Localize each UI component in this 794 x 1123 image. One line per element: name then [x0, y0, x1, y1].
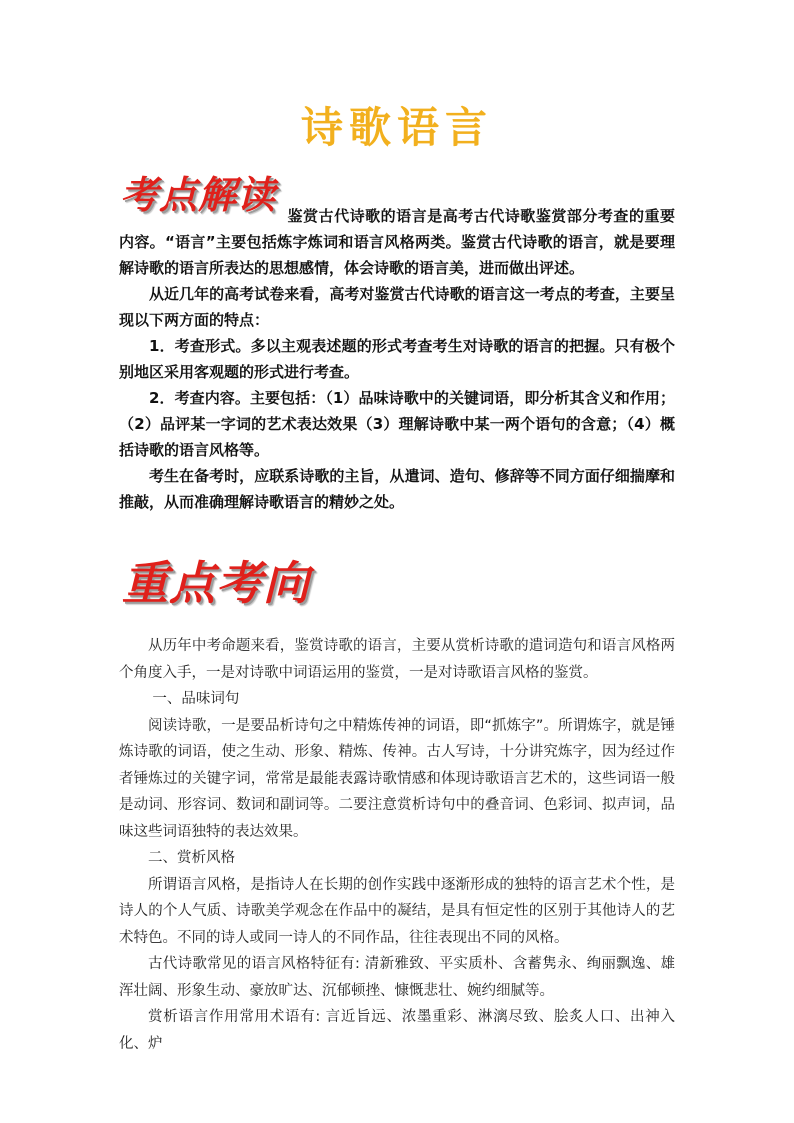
paragraph-text: 鉴赏古代诗歌的语言是高考古代诗歌鉴赏部分考查的重要内容。“语言”主要包括炼字炼词和语言风格两类。鉴赏古代诗歌的语言，就是要理解诗歌的语言所表达的思想感情，体会诗歌的语言美，进而做出评述。 [119, 207, 675, 277]
subheading-pinwei-ciju: 一、品味词句 [152, 691, 240, 707]
document-title: 诗歌语言 [300, 103, 493, 152]
paragraph [119, 203, 675, 281]
subheading-shangxi-fengge: 二、赏析风格 [148, 850, 235, 866]
paragraph: 考生在备考时，应联系诗歌的主旨，从遣词、造句、修辞等不同方面仔细揣摩和推敲，从而准确理解诗歌语言的精妙之处。 [119, 467, 675, 511]
paragraph: 阅读诗歌，一是要品析诗句之中精炼传神的词语，即“抓炼字”。所谓炼字，就是锤炼诗歌的词语，使之生动、形象、精炼、传神。古人写诗，十分讲究炼字，因为经过作者锤炼过的关键字词，常常是最能表露诗歌情感和体现诗歌语言艺术的，这些词语一般是动词、形容词、数词和副词等。二要注意赏析诗句中的叠音词、色彩词、拟声词，品味这些词语独特的表达效果。 [119, 717, 675, 840]
paragraph: 赏析语言作用常用术语有: 言近旨远、浓墨重彩、淋漓尽致、脍炙人口、出神入化、炉 [119, 1009, 675, 1052]
paragraph: 2．考查内容。主要包括：（1）品味诗歌中的关键词语，即分析其含义和作用；（2）品评某一字词的艺术表达效果（3）理解诗歌中某一两个语句的含意；（4）概括诗歌的语言风格等。 [119, 389, 675, 459]
section-heading-kaodian-jiedu: 考点解读 [120, 172, 277, 217]
paragraph: 从近几年的高考试卷来看，高考对鉴赏古代诗歌的语言这一考点的考查，主要呈现以下两方面的特点： [119, 285, 675, 329]
paragraph: 从历年中考命题来看，鉴赏诗歌的语言，主要从赏析诗歌的遣词造句和语言风格两个角度入手，一是对诗歌中词语运用的鉴赏，一是对诗歌语言风格的鉴赏。 [119, 638, 675, 681]
paragraph: 古代诗歌常见的语言风格特征有: 清新雅致、平实质朴、含蓄隽永、绚丽飘逸、雄浑壮阔、形象生动、豪放旷达、沉郁顿挫、慷慨悲壮、婉约细腻等。 [119, 956, 675, 999]
section-zhongdian-body [119, 633, 675, 1057]
paragraph: 所谓语言风格，是指诗人在长期的创作实践中逐渐形成的独特的语言艺术个性，是诗人的个人气质、诗歌美学观念在作品中的凝结，是具有恒定性的区别于其他诗人的艺术特色。不同的诗人或同一诗人的不同作品，往往表现出不同的风格。 [119, 876, 675, 946]
paragraph: 1．考查形式。多以主观表述题的形式考查考生对诗歌的语言的把握。只有极个别地区采用客观题的形式进行考查。 [119, 337, 675, 381]
section-kaodian-body [119, 203, 675, 515]
section-heading-zhongdian-kaoxiang: 重点考向 [122, 556, 310, 610]
